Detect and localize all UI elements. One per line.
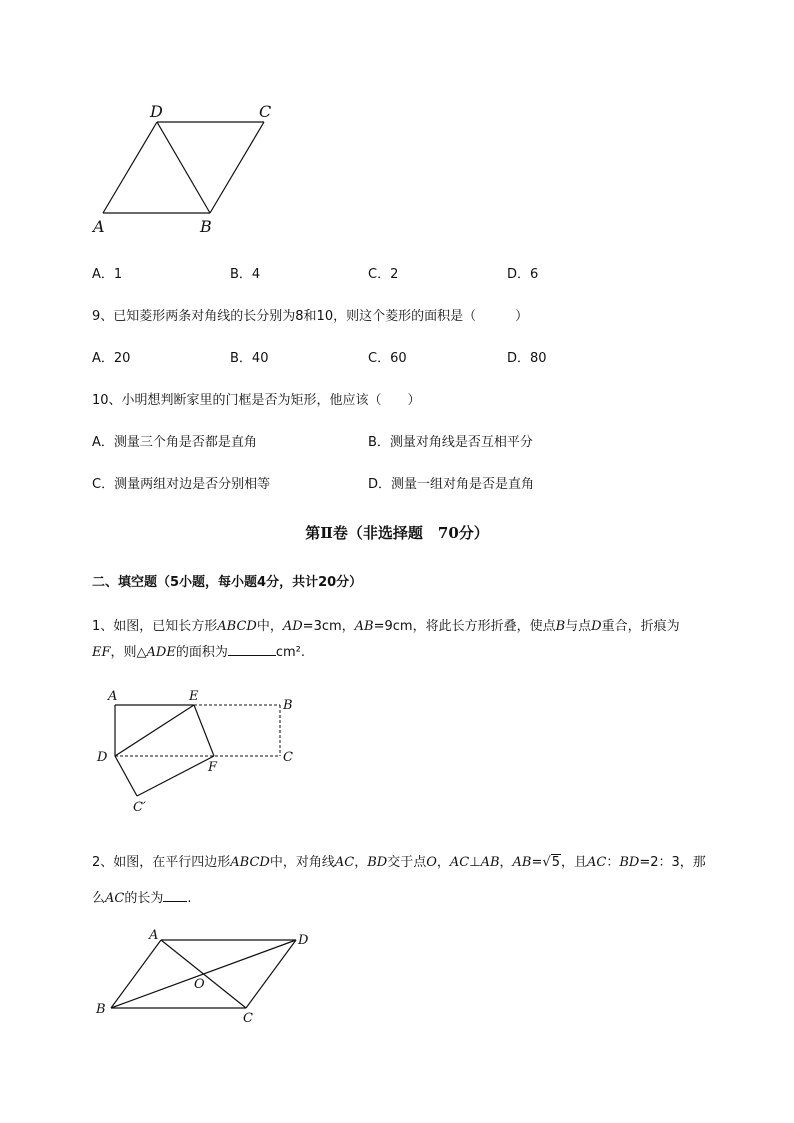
fill1-line1: 1、如图，已知长方形ABCD中，AD=3cm，AB=9cm，将此长方形折叠，使点B与点D重合，折痕为 bbox=[92, 619, 680, 634]
diagonal-db bbox=[157, 122, 210, 213]
segment-dc-prime bbox=[115, 756, 137, 796]
q9-option-c: C．60 bbox=[368, 351, 407, 366]
q8-option-d: D．6 bbox=[507, 267, 539, 282]
q8-option-b: B．4 bbox=[230, 267, 261, 282]
label-b: B bbox=[283, 698, 293, 713]
side-ab bbox=[111, 940, 161, 1008]
label-c: C bbox=[283, 750, 293, 765]
label-b: B bbox=[200, 217, 212, 236]
side-cd bbox=[246, 940, 296, 1008]
label-a: A bbox=[93, 217, 105, 236]
q10-option-a: A．测量三个角是否都是直角 bbox=[92, 435, 257, 450]
fold-de bbox=[115, 705, 194, 756]
answer-blank bbox=[228, 643, 276, 656]
q10-option-c: C．测量两组对边是否分别相等 bbox=[92, 477, 271, 492]
side-bc bbox=[210, 122, 264, 213]
q8-option-a: A．1 bbox=[92, 267, 123, 282]
q10-text: 10、小明想判断家里的门框是否为矩形，他应该（ ） bbox=[92, 393, 421, 408]
parallelogram-figure bbox=[88, 922, 328, 1027]
q9-option-d: D．80 bbox=[507, 351, 547, 366]
folded-rectangle-figure bbox=[92, 683, 312, 818]
diagonal-bd bbox=[111, 940, 296, 1008]
label-d: D bbox=[97, 750, 108, 765]
q8-option-c: C．2 bbox=[368, 267, 399, 282]
fill1-line2: EF，则△ADE的面积为 cm². bbox=[92, 645, 305, 660]
q9-option-b: B．40 bbox=[230, 351, 269, 366]
rhombus-figure bbox=[88, 98, 288, 243]
q10-option-d: D．测量一组对角是否是直角 bbox=[368, 477, 535, 492]
q10-option-b: B．测量对角线是否互相平分 bbox=[368, 435, 533, 450]
label-e: E bbox=[189, 689, 199, 704]
fill2-line1: 2、如图，在平行四边形ABCD中，对角线AC，BD交于点O，AC⊥AB，AB=√5，且AC：BD=2：3，那 bbox=[92, 855, 706, 870]
section-subtitle: 二、填空题（5小题，每小题4分，共计20分） bbox=[92, 575, 363, 590]
q9-option-a: A．20 bbox=[92, 351, 131, 366]
label-d: D bbox=[150, 102, 163, 121]
segment-c-prime-f bbox=[137, 756, 214, 796]
label-d: D bbox=[298, 933, 309, 948]
label-c-prime: C′ bbox=[133, 800, 146, 815]
label-a: A bbox=[108, 689, 118, 704]
label-o: O bbox=[194, 977, 205, 992]
sqrt-5: √5 bbox=[542, 855, 560, 870]
label-c: C bbox=[259, 102, 272, 121]
label-f: F bbox=[208, 760, 218, 775]
q9-text: 9、已知菱形两条对角线的长分别为8和10，则这个菱形的面积是（ ） bbox=[92, 309, 529, 324]
fill2-line2: 么AC的长为 . bbox=[92, 891, 192, 906]
label-c: C bbox=[243, 1011, 253, 1026]
side-ad bbox=[103, 122, 157, 213]
answer-blank bbox=[163, 889, 187, 902]
label-a: A bbox=[149, 928, 159, 943]
label-b: B bbox=[96, 1002, 106, 1017]
section-title: 第Ⅱ卷（非选择题 70分） bbox=[305, 524, 489, 542]
fold-ef bbox=[194, 705, 214, 756]
